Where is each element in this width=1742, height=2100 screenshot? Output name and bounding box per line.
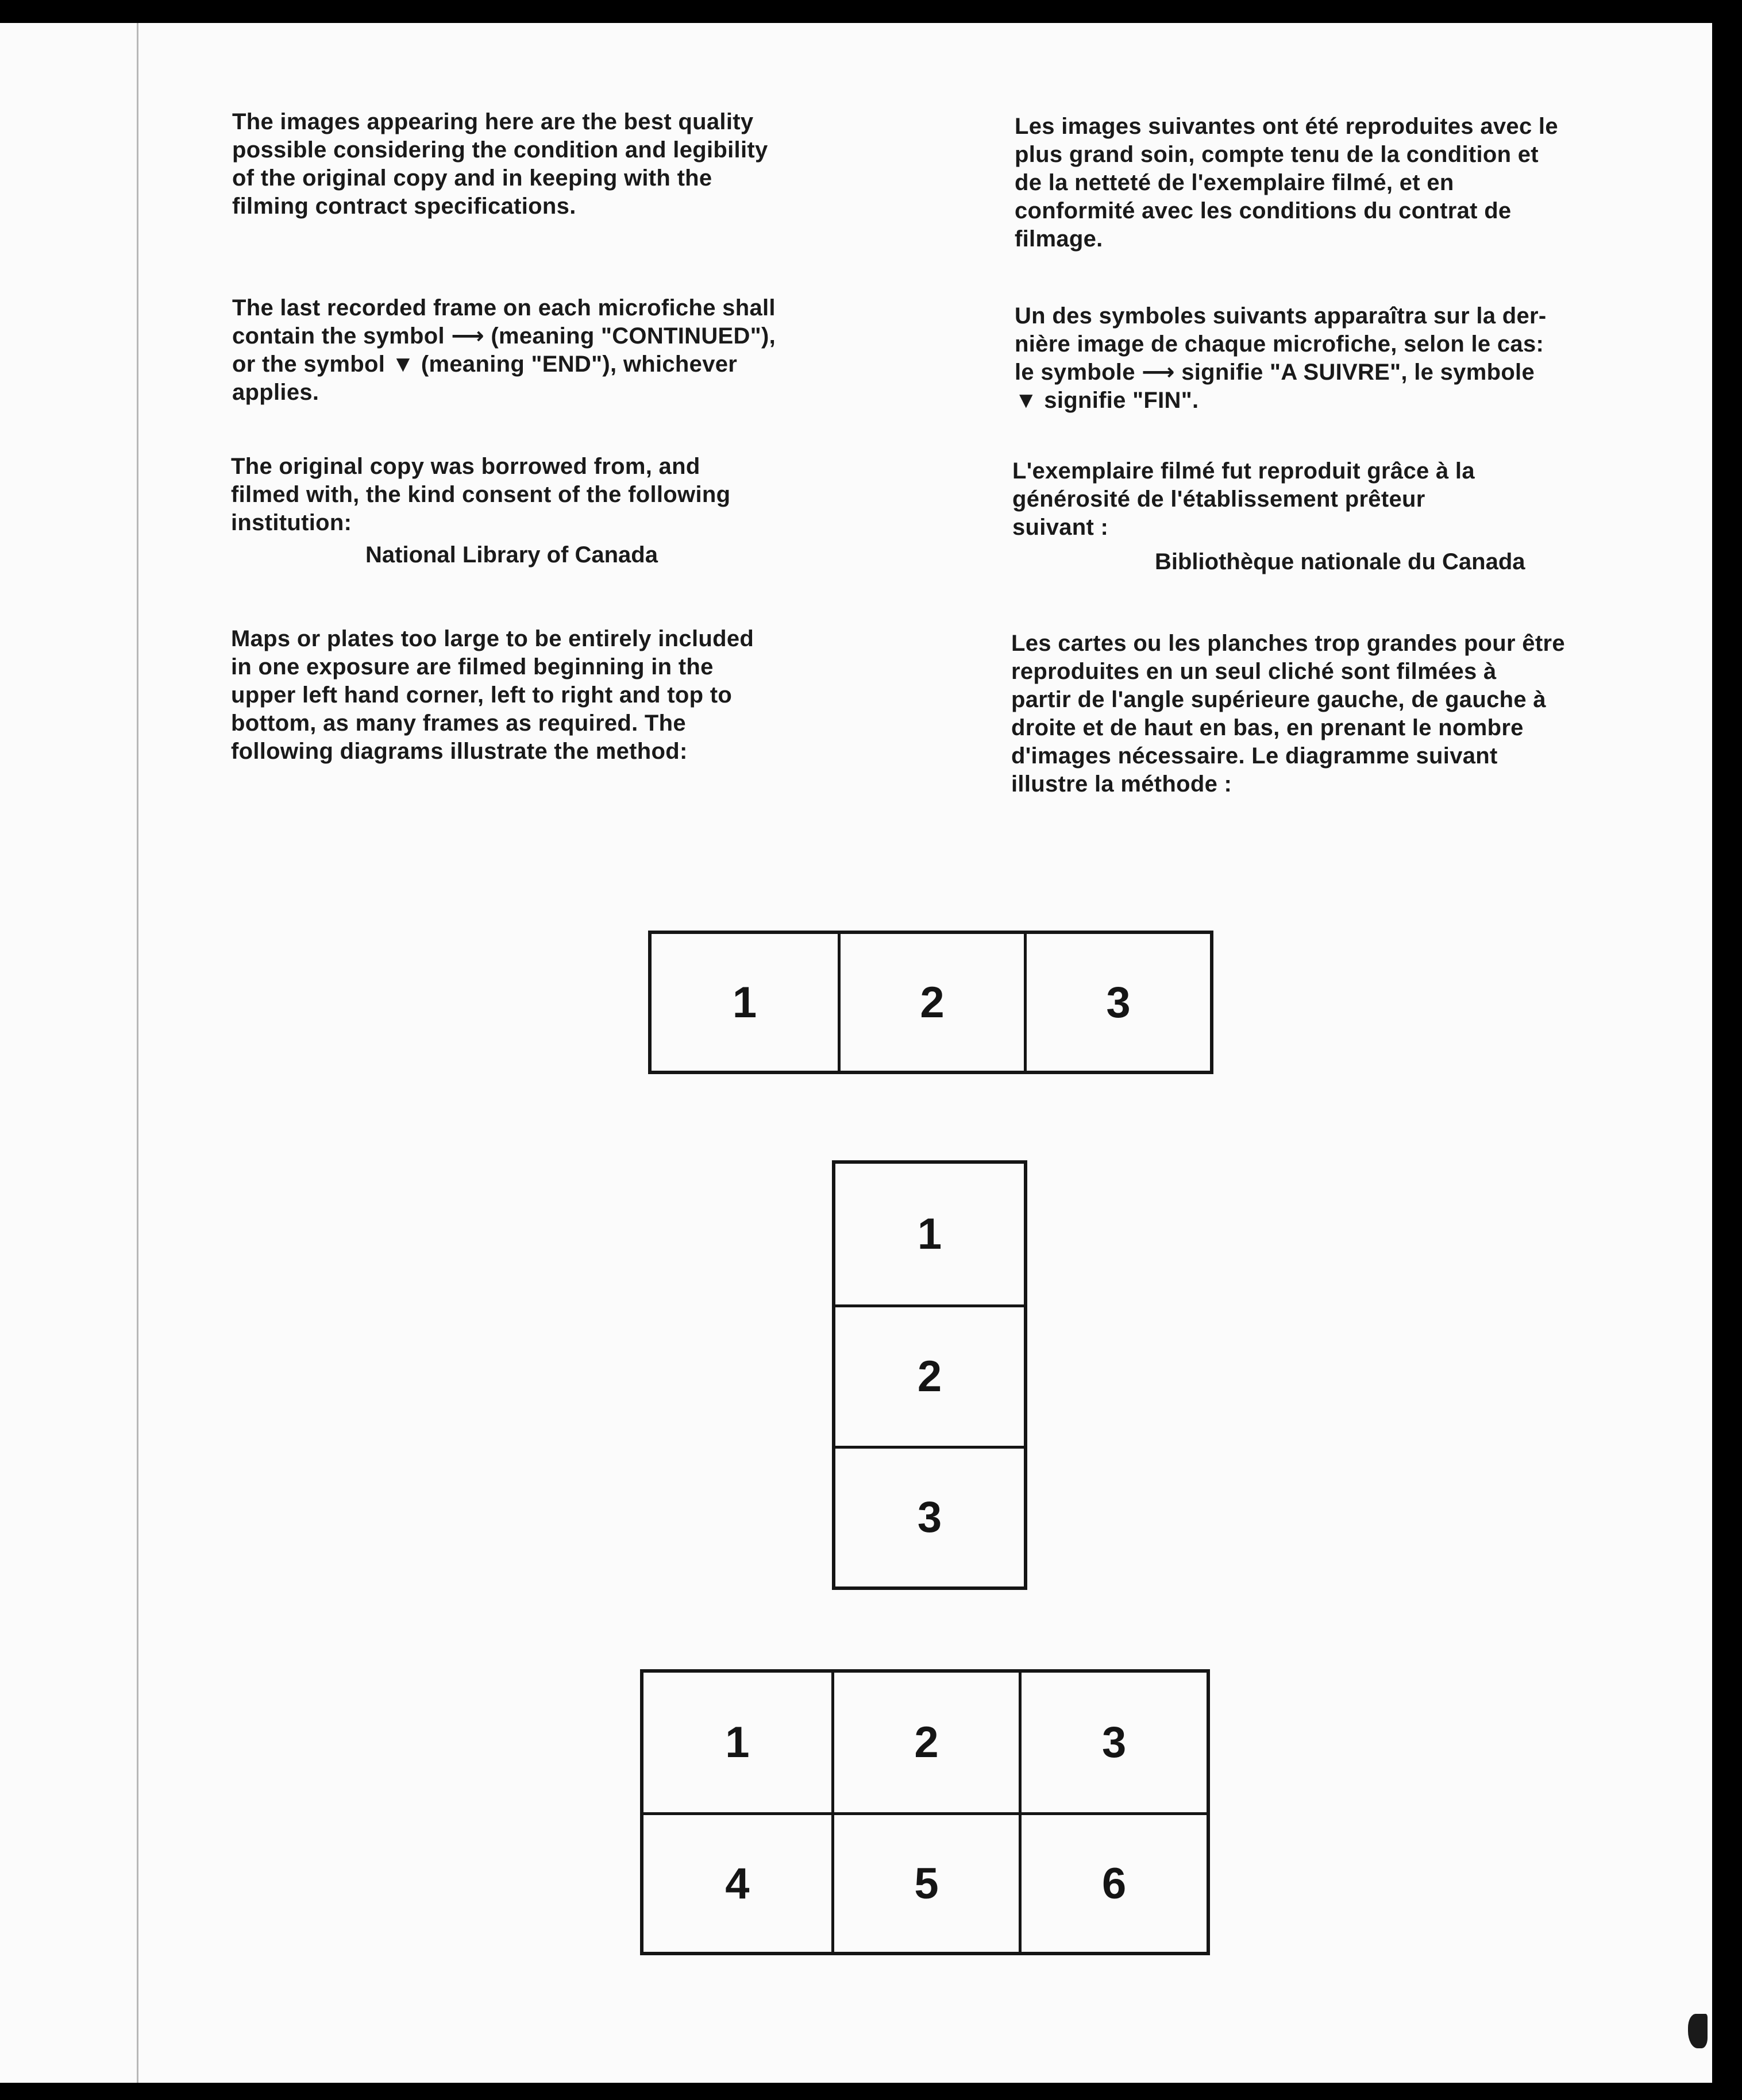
french-borrowing-note: L'exemplaire filmé fut reproduit grâce à la générosité de l'établissement prêteur suivant : [1012,458,1475,540]
english-quality-note: The images appearing here are the best quality possible considering the condition and legibility of the original copy and in keeping with the filming contract specifications. [232,109,768,219]
french-quality-note: Les images suivantes ont été reproduites avec le plus grand soin, compte tenu de la condition et de la netteté de l'exemplaire filmé, et en conformité avec les conditions du contrat de filmage. [1015,114,1558,252]
frame-cell: 5 [831,1812,1019,1952]
french-method-note: Les cartes ou les planches trop grandes pour être reproduites en un seul cliché sont filmées à partir de l'angle supérieure gauche, de gauche à droite et de haut en bas, en prenant le nombre d'images nécessaire. Le diagramme suivant illustre la méthode : [1011,631,1565,797]
english-borrowing-note: The original copy was borrowed from, and filmed with, the kind consent of the following institution: [231,454,731,535]
horizontal-frames-diagram [648,931,1213,1074]
frame-cell: 6 [1019,1812,1207,1952]
frame-cell: 2 [835,1304,1024,1445]
frame-cell: 3 [1024,934,1210,1071]
english-institution-name: National Library of Canada [365,542,658,568]
page-fold-line [137,23,138,2083]
frame-cell: 3 [1019,1673,1207,1812]
grid-frames-diagram [640,1669,1210,1955]
corner-scan-mark [1688,2014,1708,2048]
frame-cell: 1 [725,1718,750,1767]
frame-cell: 2 [838,934,1024,1071]
english-symbol-note: The last recorded frame on each microfiche shall contain the symbol ⟶ (meaning "CONTINUED"), or the symbol ▼ (meaning "END"), whichever applies. [232,295,776,405]
frame-cell: 1 [732,978,757,1027]
frame-cell: 2 [831,1673,1019,1812]
vertical-frames-diagram [832,1160,1027,1590]
french-symbol-note: Un des symboles suivants apparaîtra sur la der- nière image de chaque microfiche, selon le cas: le symbole ⟶ signifie "A SUIVRE", le symbole ▼ signifie "FIN". [1015,303,1547,413]
microfiche-target-page [0,23,1712,2083]
french-institution-name: Bibliothèque nationale du Canada [1155,549,1525,574]
frame-cell: 1 [917,1210,942,1259]
frame-cell: 3 [835,1446,1024,1586]
english-method-note: Maps or plates too large to be entirely included in one exposure are filmed beginning in the upper left hand corner, left to right and top to bottom, as many frames as required. The following diagrams illustrate the method: [231,626,754,764]
frame-cell: 4 [643,1812,831,1952]
